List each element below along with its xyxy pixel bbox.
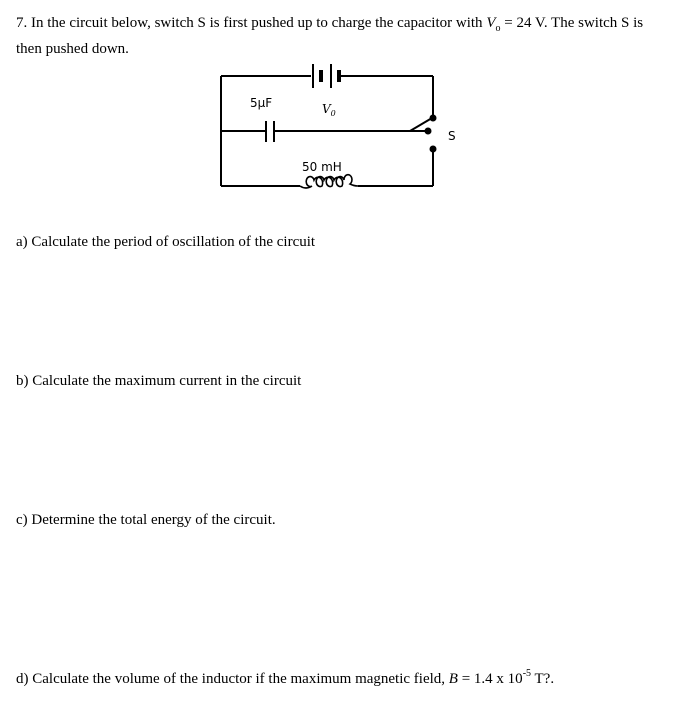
part-d-value: = 1.4 x 10 (457, 671, 523, 687)
inductor-label: 50 mH (302, 160, 342, 174)
part-d-text-start: d) Calculate the volume of the inductor if the maximum magnetic field, (16, 671, 449, 687)
source-label: $V_0$ (322, 102, 336, 118)
question-part-a: a) Calculate the period of oscillation of the circuit (16, 234, 316, 250)
switch-contact-lower (430, 146, 437, 153)
battery-symbol (313, 64, 339, 88)
field-symbol: B (448, 671, 458, 687)
question-part-d (16, 669, 554, 689)
question-intro (16, 13, 666, 59)
part-d-exponent: -5 (522, 668, 532, 679)
capacitor-symbol (266, 121, 274, 142)
question-text-start: 7. In the circuit below, switch S is first pushed up to charge the capacitor with (16, 15, 487, 31)
part-d-unit: T?. (531, 671, 555, 687)
question-text-end: = 24 V. The switch S is then pushed down. (16, 15, 644, 57)
question-part-b: b) Calculate the maximum current in the circuit (16, 373, 302, 389)
switch-label: S (448, 129, 456, 143)
switch-pivot (425, 128, 432, 135)
inductor-coil (300, 175, 358, 188)
switch-contact-upper (430, 115, 437, 122)
capacitor-label: 5μF (250, 96, 273, 110)
voltage-subscript: o (495, 23, 501, 34)
question-part-c: c) Determine the total energy of the circuit. (16, 512, 276, 528)
switch-blade (410, 118, 432, 131)
voltage-symbol: V (486, 15, 496, 31)
